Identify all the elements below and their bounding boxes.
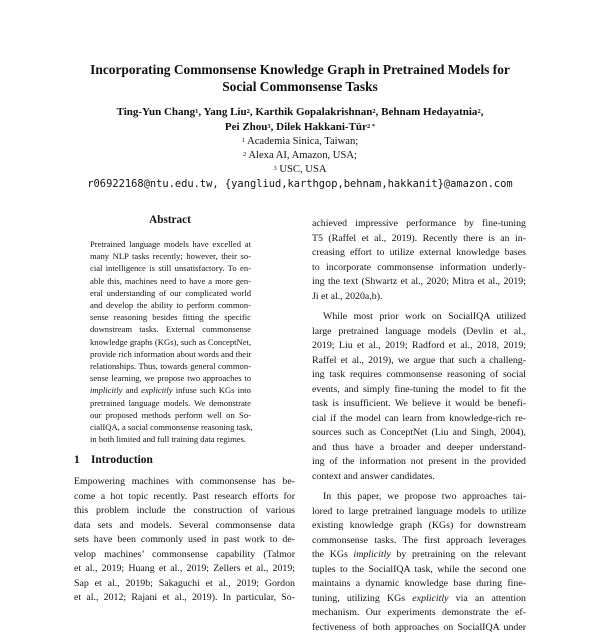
section-number: 1 [74, 454, 91, 466]
body-line: sets have been commonly used in past work to de- [74, 533, 295, 548]
body-line: ing the text (Shwartz et al., 2020; Mitra et al., 2019; [312, 275, 526, 290]
author-affil-mark: 2 [247, 108, 250, 115]
body-line: Empowering machines with commonsense has be- [74, 475, 295, 490]
abstract-line: cial intelligence is still unsatisfactory. To en- [90, 262, 251, 274]
body-line: data sets and models. Several commonsense data [74, 519, 295, 534]
author-name: Karthik Gopalakrishnan [255, 106, 372, 118]
body-line: large pretrained language models (Devlin et al., [312, 325, 526, 340]
body-line: Ji et al., 2020a,b). [312, 290, 526, 305]
abstract-line: sense reasoning besides fitting the specific [90, 311, 251, 323]
body-line: this problem include the construction of various [74, 504, 295, 519]
body-line: et al., 2019; Huang et al., 2019; Zellers et al., 2019; [74, 562, 295, 577]
affil-mark: 2 [243, 151, 246, 158]
affiliation-2 [40, 149, 560, 163]
author-affil-mark: 2 [477, 108, 480, 115]
author-name: Yang Liu [203, 106, 246, 118]
body-line: commonsense tasks. The first approach leverages [312, 534, 526, 549]
body-line: ing of the information not present in the provided [312, 455, 526, 470]
body-line: the KGs implicitly by pretraining on the relevant [312, 548, 526, 563]
body-line: and thus have a broader and deeper understand- [312, 441, 526, 456]
body-line: events, and simply fine-tuning the model to fit the [312, 383, 526, 398]
author-affil-mark: 2 * [367, 123, 375, 130]
abstract-line: Pretrained language models have excelled at [90, 238, 251, 250]
body-line: fectiveness of both approaches on SocialIQA under [312, 621, 526, 635]
body-line: context and answer candidates. [312, 470, 526, 485]
body-line: 2019; Liu et al., 2019; Radford et al., 2018, 2019; [312, 339, 526, 354]
body-line: ing task requires commonsense reasoning of social [312, 368, 526, 383]
affiliation-1 [40, 135, 560, 149]
abstract-line: downstream tasks. External commonsense [90, 323, 251, 335]
section-heading-introduction [74, 454, 153, 466]
abstract-line: sense learning, we propose two approaches to [90, 372, 251, 384]
author-affil-mark: 1 [195, 108, 198, 115]
body-line: Raffel et al., 2019), we argue that such a challeng- [312, 354, 526, 369]
body-line: task is insufficient. We believe it would be benefi- [312, 397, 526, 412]
abstract-line: able this, machines need to have a more gen- [90, 275, 251, 287]
author-name: Pei Zhou [225, 121, 267, 133]
abstract-line: implicitly and explicitly infuse such KGs into [90, 384, 251, 396]
author-name: Behnam Hedayatnia [381, 106, 477, 118]
section-title: Introduction [91, 454, 153, 466]
author-line-1: Ting-Yun Chang$^1$, Yang Liu$^2$, Karthik Gopalakrishnan$^2$, Behnam Hedayatnia$^2$, [40, 105, 560, 120]
title-line-1: Incorporating Commonsense Knowledge Graph in Pretrained Models for [40, 61, 560, 78]
body-line: achieved impressive performance by fine-tuning [312, 217, 526, 232]
introduction-right-column [312, 217, 526, 635]
body-line: lored to large pretrained language models to utilize [312, 505, 526, 520]
abstract-line: many NLP tasks recently; however, their so- [90, 250, 251, 262]
affil-text: Academia Sinica, Taiwan; [247, 136, 358, 147]
body-line: mechanism. Our experiments demonstrate the ef- [312, 606, 526, 621]
title-line-2: Social Commonsense Tasks [40, 78, 560, 95]
author-line-2: Pei Zhou$^3$, Dilek Hakkani-Tür$^{2 *}$ [40, 120, 560, 135]
body-line: tuples to the SocialIQA task, while the second one [312, 563, 526, 578]
abstract-heading: Abstract [90, 214, 250, 226]
abstract-line: provide rich information about words and their [90, 348, 251, 360]
author-affil-mark: 3 [267, 123, 270, 130]
abstract-line: and develop the ability to perform common- [90, 299, 251, 311]
abstract-line: our proposed methods perform well on So- [90, 409, 251, 421]
body-line: cial if the model can learn from knowledge-rich re- [312, 412, 526, 427]
body-line: come a hot topic recently. Past research efforts for [74, 490, 295, 505]
abstract-line: in both limited and full training data regimes. [90, 433, 251, 445]
body-line: Sap et al., 2019b; Sakaguchi et al., 2019; Gordon [74, 577, 295, 592]
affil-mark: 3 [273, 165, 276, 172]
author-name: Ting-Yun Chang [117, 106, 196, 118]
affil-text: Alexa AI, Amazon, USA; [248, 150, 357, 161]
author-list [40, 105, 560, 135]
body-line: In this paper, we propose two approaches tai- [312, 490, 526, 505]
affil-mark: 1 [242, 137, 245, 144]
body-line: existing knowledge graph (KGs) for downstream [312, 519, 526, 534]
body-line: While most prior work on SocialIQA utilized [312, 310, 526, 325]
body-line: velop machines’ commonsense capability (Talmor [74, 548, 295, 563]
abstract-line: knowledge graphs (KGs), such as ConceptNet, [90, 336, 251, 348]
author-emails: r06922168@ntu.edu.tw, {yangliud,karthgop,behnam,hakkanit}@amazon.com [10, 177, 590, 191]
abstract-body [90, 238, 251, 445]
abstract-line: cialIQA, a social commonsense reasoning task, [90, 421, 251, 433]
body-line: T5 (Raffel et al., 2019). Recently there is an in- [312, 232, 526, 247]
introduction-left-column [74, 475, 295, 606]
author-affil-mark: 2 [372, 108, 375, 115]
body-line: et al., 2012; Rajani et al., 2019). In particular, So- [74, 591, 295, 606]
abstract-line: pretrained language models. We demonstrate [90, 397, 251, 409]
paper-title [40, 61, 560, 95]
body-line: maintains a dynamic knowledge base during fine- [312, 577, 526, 592]
affil-text: USC, USA [279, 164, 326, 175]
affiliation-3 [40, 163, 560, 177]
author-name: Dilek Hakkani-Tür [276, 121, 367, 133]
abstract-line: relationships. Thus, towards general common- [90, 360, 251, 372]
body-line: sources such as ConceptNet (Liu and Singh, 2004), [312, 426, 526, 441]
abstract-line: eral understanding of our complicated world [90, 287, 251, 299]
body-line: creasing effort to utilize external knowledge bases [312, 246, 526, 261]
body-line: tuning, utilizing KGs explicitly via an attention [312, 592, 526, 607]
body-line: to incorporate commonsense information underly- [312, 261, 526, 276]
